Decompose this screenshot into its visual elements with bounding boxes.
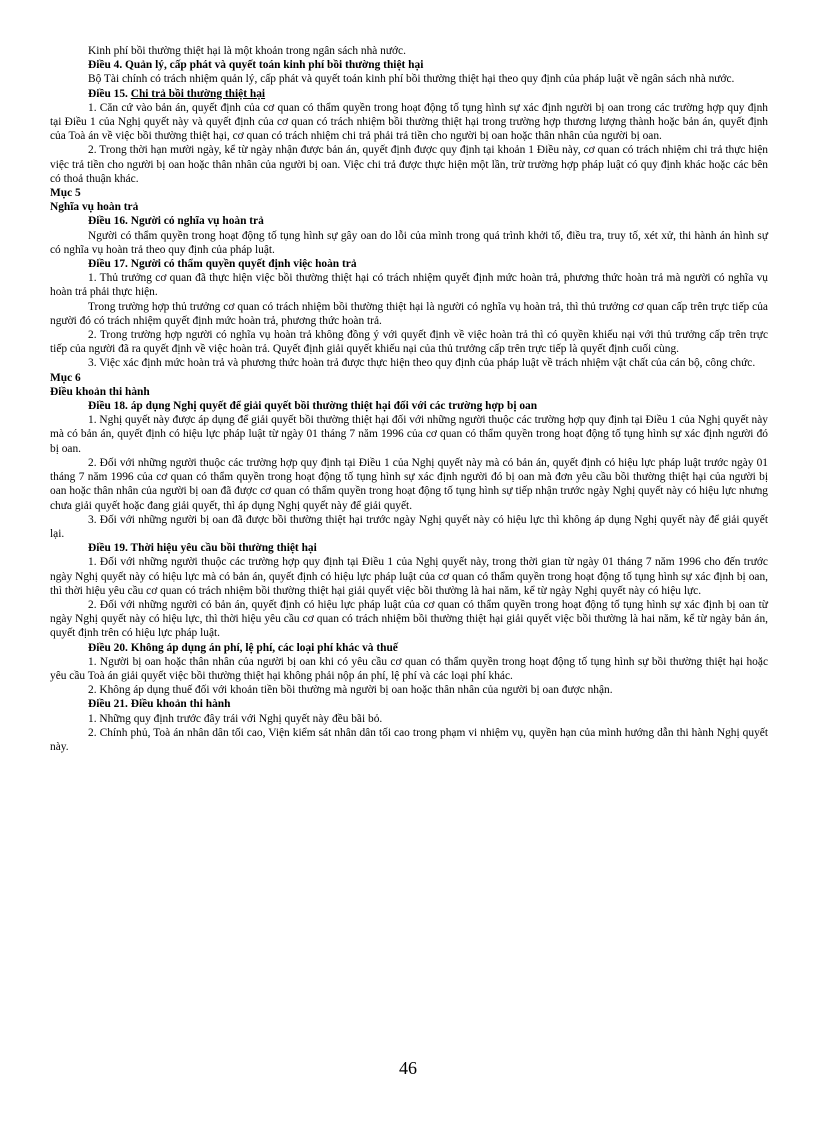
paragraph: 2. Trong trường hợp người có nghĩa vụ hoàn trả không đồng ý với quyết định về việc hoàn trả thì có quyền khiếu nại với thủ trưởng cấp trên trực tiếp của người đã ra quyết định về việc hoàn trả. Quyết định giải quyết khiếu nại của thủ trưởng cấp trên trực tiếp là quyết định cuối cùng. [50,329,768,356]
article-heading: Điều 17. Người có thẩm quyền quyết định việc hoàn trả [88,258,357,271]
article-heading: Điều 4. Quản lý, cấp phát và quyết toán kinh phí bồi thường thiệt hại [88,59,424,72]
paragraph: Kinh phí bồi thường thiệt hại là một khoản trong ngân sách nhà nước. [88,45,406,57]
section-number: Mục 6 [50,371,81,384]
paragraph: 1. Căn cứ vào bản án, quyết định của cơ quan có thẩm quyền trong hoạt động tố tụng hình sự xác định người bị oan trong các trường hợp quy định tại Điều 1 của Nghị quyết này và quyết định của cơ quan có trách nhiệm bồi thường thiệt hại trong trường hợp thương lượng thành hoặc bản án, quyết định của Toà án về việc bồi thường thiệt hại, cơ quan có trách nhiệm chi trả phải trả tiền cho người bị oan hoặc thân nhân của người bị oan. [50,101,768,143]
paragraph: 1. Đối với những người thuộc các trường hợp quy định tại Điều 1 của Nghị quyết này, trong thời gian từ ngày 01 tháng 7 năm 1996 cho đến trước ngày Nghị quyết này có hiệu lực mà có bản án, quyết định có hiệu lực pháp luật của cơ quan có thẩm quyền trong hoạt động tố tụng hình sự xác định bị oan, thì thời hiệu yêu cầu cơ quan có trách nhiệm bồi thường thiệt hại giải quyết việc bồi thường là hai năm, kể từ ngày Nghị quyết này có hiệu lực. [50,556,768,597]
section-title: Điều khoản thi hành [50,385,150,398]
paragraph: Người có thẩm quyền trong hoạt động tố tụng hình sự gây oan do lỗi của mình trong quá trình khởi tố, điều tra, truy tố, xét xử, thi hành án hình sự có nghĩa vụ hoàn trả theo quy định của pháp luật. [50,229,768,256]
article-heading: Điều 15. Chi trả bồi thường thiệt hại [88,87,266,100]
section-title: Nghĩa vụ hoàn trả [50,201,139,214]
paragraph: 2. Đối với những người thuộc các trường hợp quy định tại Điều 1 của Nghị quyết này mà có bản án, quyết định có hiệu lực pháp luật trước ngày 01 tháng 7 năm 1996 của cơ quan có thẩm quyền trong hoạt động tố tụng hình sự xác định người đó bị oan mà đơn yêu cầu bồi thường thiệt hại của người bị oan hoặc thân nhân của người bị oan đã được cơ quan có thẩm quyền trong hoạt động tố tụng hình sự tiếp nhận trước ngày Nghị quyết này có hiệu lực nhưng chưa giải quyết hoặc đang giải quyết, thì áp dụng Nghị quyết này để giải quyết. [50,456,768,512]
paragraph: 2. Đối với những người có bản án, quyết định có hiệu lực pháp luật của cơ quan có thẩm quyền trong hoạt động tố tụng hình sự xác định bị oan từ ngày Nghị quyết này có hiệu lực, thì thời hiệu yêu cầu cơ quan có trách nhiệm bồi thường thiệt hại giải quyết việc bồi thường là hai năm, kể từ ngày bản án, quyết định trên có hiệu lực pháp luật. [50,598,768,640]
paragraph: 1. Thủ trưởng cơ quan đã thực hiện việc bồi thường thiệt hại có trách nhiệm quyết định mức hoàn trả, phương thức hoàn trả mà người có nghĩa vụ hoàn trả phải thực hiện. [50,272,768,299]
article-heading: Điều 18. áp dụng Nghị quyết để giải quyết bồi thường thiệt hại đối với các trường hợp bị oan [88,400,538,413]
paragraph: 2. Trong thời hạn mười ngày, kể từ ngày nhận được bản án, quyết định được quy định tại khoản 1 Điều này, cơ quan có trách nhiệm chi trả thực hiện việc trả tiền cho người bị oan hoặc thân nhân của người bị oan. Việc chi trả được thực hiện một lần, trừ trường hợp pháp luật có quy định khác hoặc các bên có thoả thuận khác. [50,144,768,185]
paragraph: 1. Nghị quyết này được áp dụng để giải quyết bồi thường thiệt hại đối với những người thuộc các trường hợp quy định tại Điều 1 của Nghị quyết này mà có bản án, quyết định có hiệu lực pháp luật từ ngày 01 tháng 7 năm 1996 của cơ quan có thẩm quyền trong hoạt động tố tụng hình sự xác định người đó bị oan. [50,414,768,455]
document-body [50,44,768,754]
paragraph: 1. Người bị oan hoặc thân nhân của người bị oan khi có yêu cầu cơ quan có thẩm quyền trong hoạt động tố tụng hình sự bồi thường thiệt hại hoặc yêu cầu Toà án giải quyết việc bồi thường thiệt hại không phải nộp án phí, lệ phí và các loại phí khác. [50,655,768,682]
paragraph: 3. Việc xác định mức hoàn trả và phương thức hoàn trả được thực hiện theo quy định của pháp luật về trách nhiệm vật chất của cán bộ, công chức. [88,357,756,370]
paragraph: 3. Đối với những người bị oan đã được bồi thường thiệt hại trước ngày Nghị quyết này có hiệu lực thì không áp dụng Nghị quyết này để giải quyết lại. [50,513,768,540]
paragraph: 1. Những quy định trước đây trái với Nghị quyết này đều bãi bỏ. [88,712,383,725]
page-number: 46 [399,1058,417,1078]
article-heading: Điều 21. Điều khoản thi hành [88,698,231,711]
article-heading: Điều 16. Người có nghĩa vụ hoàn trả [88,215,264,228]
section-number: Mục 5 [50,187,81,200]
article-heading: Điều 19. Thời hiệu yêu cầu bồi thường thiệt hại [88,542,317,555]
paragraph: Bộ Tài chính có trách nhiệm quản lý, cấp phát và quyết toán kinh phí bồi thường thiệt hại theo quy định của pháp luật về ngân sách nhà nước. [88,73,735,86]
paragraph: 2. Chính phủ, Toà án nhân dân tối cao, Viện kiểm sát nhân dân tối cao trong phạm vi nhiệm vụ, quyền hạn của mình hướng dẫn thi hành Nghị quyết này. [50,726,768,753]
article-heading: Điều 20. Không áp dụng án phí, lệ phí, các loại phí khác và thuế [88,641,398,654]
paragraph: Trong trường hợp thủ trưởng cơ quan có trách nhiệm bồi thường thiệt hại là người có nghĩa vụ hoàn trả, thì thủ trưởng cơ quan cấp trên trực tiếp của người đó có trách nhiệm quyết định mức hoàn trả, phương thức hoàn trả. [50,300,768,327]
paragraph: 2. Không áp dụng thuế đối với khoản tiền bồi thường mà người bị oan hoặc thân nhân của người bị oan được nhận. [88,684,613,697]
